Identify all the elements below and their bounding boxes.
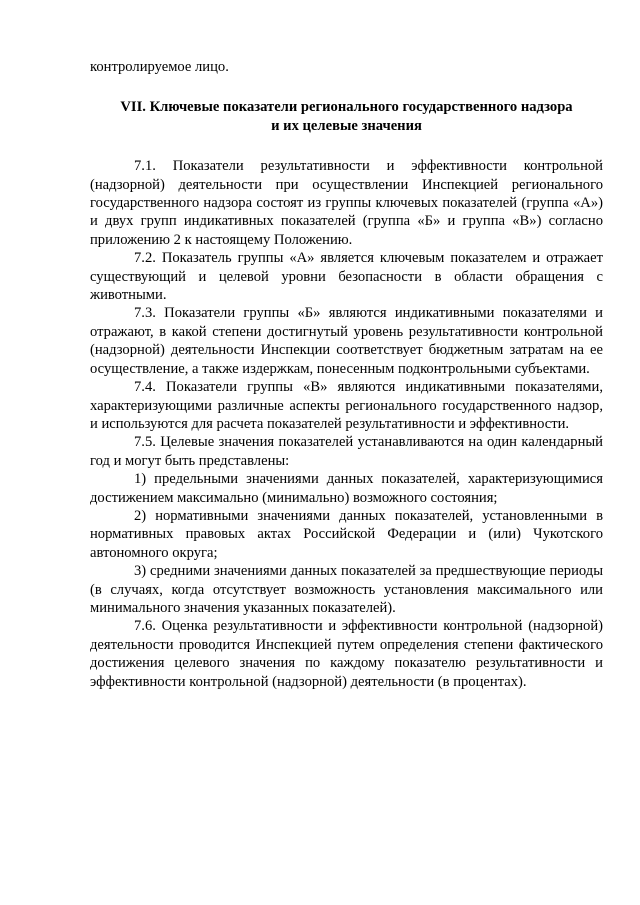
paragraph-7-5: 7.5. Целевые значения показателей устанавливаются на один календарный год и могут быть представлены: [90,434,603,469]
paragraph-7-1: 7.1. Показатели результативности и эффективности контрольной (надзорной) деятельности при осуществлении Инспекцией регионального государственного надзора состоят из группы ключевых показателей (группа «А») и двух групп индикативных показателей (группа «Б» и группа «В») согласно приложению 2 к настоящему Положению. [90,158,603,248]
list-item-3: 3) средними значениями данных показателей за предшествующие периоды (в случаях, когда отсутствует возможность установления максимального или минимального значения указанных показателей). [90,563,603,616]
paragraph-7-3: 7.3. Показатели группы «Б» являются индикативными показателями и отражают, в какой степени достигнутый уровень результативности контрольной (надзорной) деятельности Инспекции соответствует бюджетным затратам на ее осуществление, а также издержкам, понесенным подконтрольными субъектами. [90,305,603,377]
carryover-text: контролируемое лицо. [90,59,229,75]
section-body [90,157,603,691]
section-title [90,98,603,135]
list-item-1: 1) предельными значениями данных показателей, характеризующимися достижением максимально (минимально) возможного состояния; [90,471,603,506]
paragraph-7-6: 7.6. Оценка результативности и эффективности контрольной (надзорной) деятельности проводится Инспекцией путем определения степени фактического достижения целевого значения по каждому показателю результативности и эффективности контрольной (надзорной) деятельности (в процентах). [90,618,603,690]
section-title-line-1: VII. Ключевые показатели регионального государственного надзора [120,99,573,116]
page-content [90,58,603,691]
list-item-2: 2) нормативными значениями данных показателей, установленными в нормативных правовых актах Российской Федерации и (или) Чукотского автономного округа; [90,507,603,561]
paragraph-7-4: 7.4. Показатели группы «В» являются индикативными показателями, характеризующими различные аспекты регионального государственного надзор, и используются для расчета показателей результативности и эффективности. [90,379,603,432]
paragraph-7-2: 7.2. Показатель группы «А» является ключевым показателем и отражает существующий и целевой уровни безопасности в области обращения с животными. [90,250,603,304]
section-title-line-2: и их целевые значения [271,117,422,134]
